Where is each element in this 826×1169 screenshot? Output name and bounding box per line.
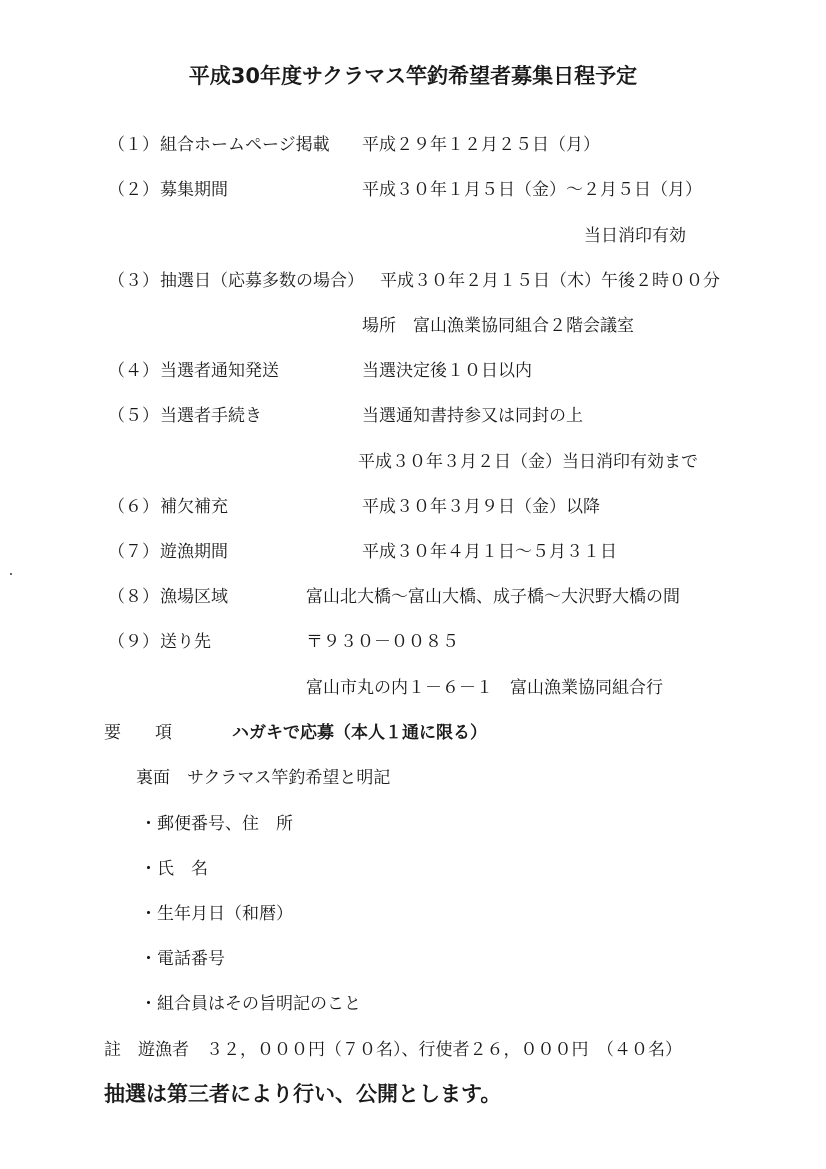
item-5-value: 当選通知書持参又は同封の上 <box>362 406 583 426</box>
requirement-item-member-note: ・組合員はその旨明記のこと <box>140 994 361 1014</box>
item-9-number: （９） <box>108 632 159 652</box>
item-5-label: 当選者手続き <box>160 406 262 426</box>
item-6-value: 平成３０年３月９日（金）以降 <box>362 497 600 517</box>
item-8-value: 富山北大橋～富山大橋、成子橋～大沢野大橋の間 <box>306 587 680 607</box>
fee-note: 註 遊漁者 ３２，０００円（７０名）、行使者２６，０００円 （４０名） <box>104 1040 682 1060</box>
item-7-label: 遊漁期間 <box>160 542 228 562</box>
scan-speck <box>10 573 12 575</box>
item-1-value: 平成２９年１２月２５日（月） <box>362 135 600 155</box>
item-5-number: （５） <box>108 406 159 426</box>
item-3-value: 平成３０年２月１５日（木）午後２時００分 <box>380 271 720 291</box>
requirement-item-birthdate: ・生年月日（和暦） <box>140 904 293 924</box>
item-8-label: 漁場区域 <box>160 587 228 607</box>
item-2-value: 平成３０年１月５日（金）～２月５日（月） <box>362 180 702 200</box>
item-4-value: 当選決定後１０日以内 <box>362 361 532 381</box>
item-3-number: （３） <box>108 271 159 291</box>
item-9-note: 富山市丸の内１－６－１ 富山漁業協同組合行 <box>306 678 663 698</box>
item-4-number: （４） <box>108 361 159 381</box>
requirement-item-phone: ・電話番号 <box>140 949 225 969</box>
requirement-item-postal-address: ・郵便番号、住 所 <box>140 814 293 834</box>
item-2-label: 募集期間 <box>160 180 228 200</box>
item-9-label: 送り先 <box>160 632 211 652</box>
item-2-note: 当日消印有効 <box>584 226 686 246</box>
document-title: 平成30年度サクラマス竿釣希望者募集日程予定 <box>188 64 638 88</box>
item-1-label: 組合ホームページ掲載 <box>160 135 330 155</box>
requirement-item-name: ・氏 名 <box>140 859 208 879</box>
requirements-back-side: 裏面 サクラマス竿釣希望と明記 <box>136 768 391 788</box>
item-6-label: 補欠補充 <box>160 497 228 517</box>
item-4-label: 当選者通知発送 <box>160 361 279 381</box>
item-7-number: （７） <box>108 542 159 562</box>
item-3-label: 抽選日（応募多数の場合） <box>160 271 364 291</box>
item-7-value: 平成３０年４月１日～５月３１日 <box>362 542 617 562</box>
requirements-method: ハガキで応募（本人１通に限る） <box>232 723 487 743</box>
item-2-number: （２） <box>108 180 159 200</box>
requirements-heading: 要 項 <box>104 723 172 743</box>
item-5-note: 平成３０年３月２日（金）当日消印有効まで <box>358 452 698 472</box>
lottery-statement: 抽選は第三者により行い、公開とします。 <box>104 1082 502 1106</box>
item-3-note: 場所 富山漁業協同組合２階会議室 <box>362 316 634 336</box>
item-6-number: （６） <box>108 497 159 517</box>
item-8-number: （８） <box>108 587 159 607</box>
item-1-number: （１） <box>108 135 159 155</box>
item-9-value: 〒９３０－００８５ <box>306 632 459 652</box>
